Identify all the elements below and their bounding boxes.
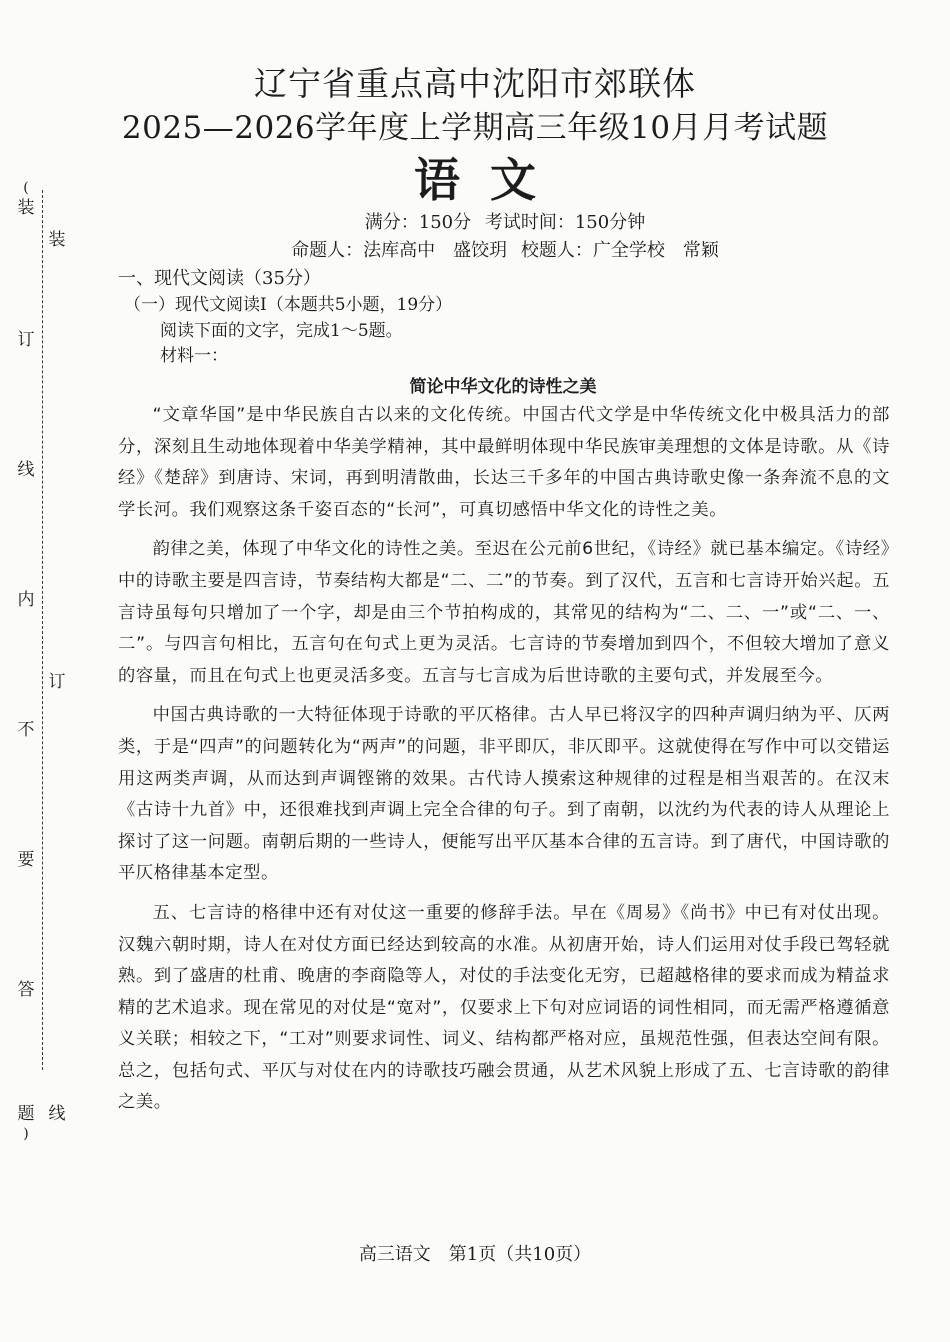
article-paragraph: 五、七言诗的格律中还有对仗这一重要的修辞手法。早在《周易》《尚书》中已有对仗出现。汉魏六朝时期，诗人在对仗方面已经达到较高的水准。从初唐开始，诗人们运用对仗手段已驾轻就熟。到了盛唐的杜甫、晚唐的李商隐等人，对仗的手法变化无穷，已超越格律的要求而成为精益求精的艺术追求。现在常见的对仗是“宽对”，仅要求上下句对应词语的词性相同，而无需严格遵循意义关联；相较之下，“工对”则要求词性、词义、结构都严格对应，虽规范性强，但表达空间有限。总之，包括句式、平仄与对仗在内的诗歌技巧融会贯通，从艺术风貌上形成了五、七言诗歌的韵律之美。 (118, 902, 890, 1113)
reading-instruction: 阅读下面的文字，完成1～5题。 (160, 321, 403, 341)
subsection-heading: （一）现代文阅读Ⅰ（本题共5小题，19分） (124, 295, 453, 315)
exam-meta-score-time (30, 208, 950, 234)
question-setter: 命题人：法库高中 盛饺玥 (291, 240, 508, 261)
question-checker: 校题人：广全学校 常颖 (520, 240, 719, 261)
article-body (118, 400, 890, 1119)
binding-char-3: 线 (17, 460, 35, 480)
binding-paren-close: ) (23, 1126, 29, 1142)
full-score: 满分：150分 (364, 212, 472, 233)
subject-title: 语文 (414, 153, 566, 207)
binding-char-7: 答 (17, 980, 35, 1000)
article-title: 简论中华文化的诗性之美 (409, 377, 597, 397)
binding-char-4: 内 (17, 590, 35, 610)
binding-char-1: 装 (17, 198, 35, 218)
section-heading: 一、现代文阅读（35分） (118, 268, 321, 289)
binding-dashed-line (42, 190, 43, 1070)
binding-mark-zhuang: 装 (48, 230, 66, 250)
binding-char-8: 题 (17, 1104, 35, 1124)
binding-char-6: 要 (17, 850, 35, 870)
exam-title-line2: 2025—2026学年度上学期高三年级10月月考试题 (121, 110, 829, 146)
binding-paren-open: ( (23, 180, 29, 196)
article-paragraph: 韵律之美，体现了中华文化的诗性之美。至迟在公元前6世纪，《诗经》就已基本编定。《诗经》中的诗歌主要是四言诗，节奏结构大都是“二、二”的节奏。到了汉代，五言和七言诗开始兴起。五言诗虽每句只增加了一个字，却是由三个节拍构成的，其常见的结构为“二、二、一”或“二、一、二”。与四言句相比，五言句在句式上更为灵活。七言诗的节奏增加到四个，不但较大增加了意义的容量，而且在句式上也更灵活多变。五言与七言成为后世诗歌的主要句式，并发展至今。 (118, 539, 890, 686)
material-label: 材料一： (160, 346, 228, 366)
exam-meta-authors (30, 236, 950, 262)
page-footer: 高三语文 第1页（共10页） (358, 1244, 592, 1265)
exam-title-line1: 辽宁省重点高中沈阳市郊联体 (254, 64, 696, 103)
article-paragraph: “文章华国”是中华民族自古以来的文化传统。中国古代文学是中华传统文化中极具活力的部分，深刻且生动地体现着中华美学精神，其中最鲜明体现中华民族审美理想的文体是诗歌。从《诗经》《楚辞》到唐诗、宋词，再到明清散曲，长达三千多年的中国古典诗歌史像一条奔流不息的文学长河。我们观察这条千姿百态的“长河”，可真切感悟中华文化的诗性之美。 (118, 405, 890, 520)
binding-mark-ding: 订 (48, 672, 66, 692)
article-paragraph: 中国古典诗歌的一大特征体现于诗歌的平仄格律。古人早已将汉字的四种声调归纳为平、仄两类，于是“四声”的问题转化为“两声”的问题，非平即仄，非仄即平。这就使得在写作中可以交错运用这两类声调，从而达到声调铿锵的效果。古代诗人摸索这种规律的过程是相当艰苦的。在汉末《古诗十九首》中，还很难找到声调上完全合律的句子。到了南朝，以沈约为代表的诗人从理论上探讨了这一问题。南朝后期的一些诗人，便能写出平仄基本合律的五言诗。到了唐代，中国诗歌的平仄格律基本定型。 (118, 705, 890, 884)
binding-mark-xian: 线 (48, 1104, 66, 1124)
binding-char-5: 不 (17, 720, 35, 740)
exam-time: 考试时间：150分钟 (484, 212, 646, 233)
binding-char-2: 订 (17, 330, 35, 350)
